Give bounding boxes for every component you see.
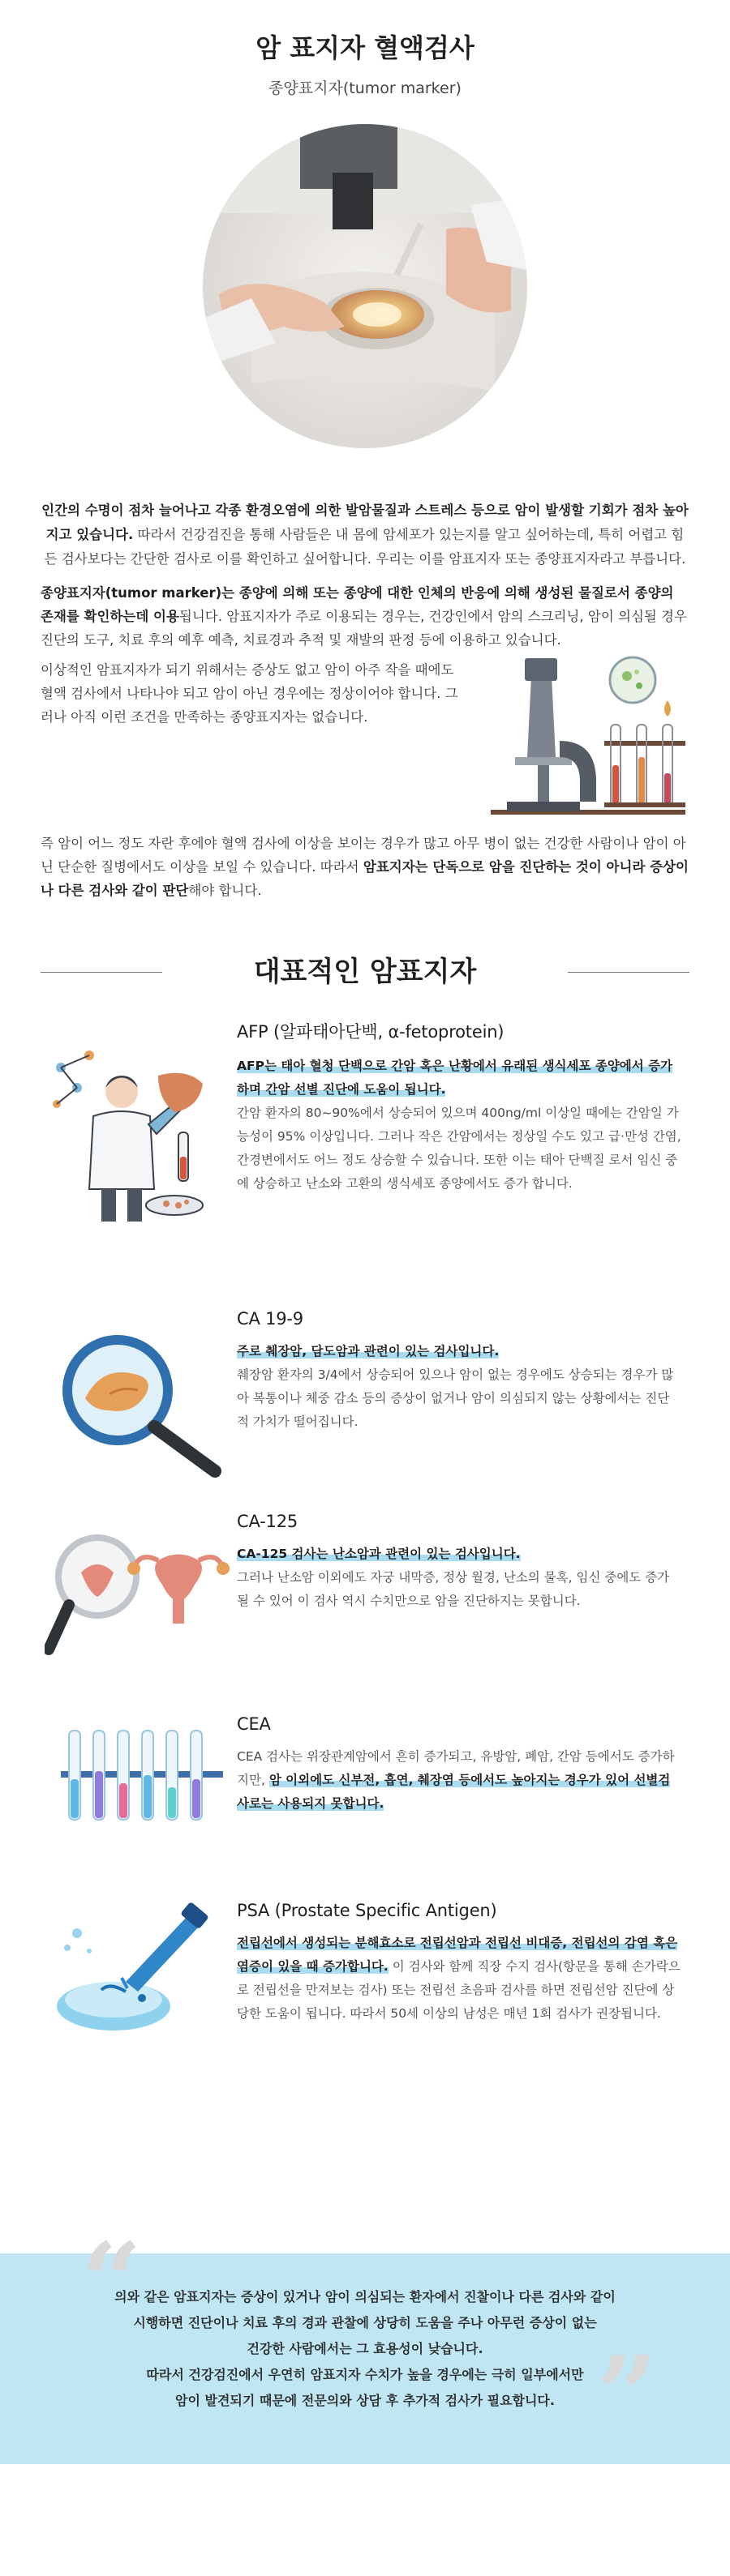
page-title: 암 표지자 혈액검사 (256, 32, 474, 63)
marker-ca199-body (237, 1309, 681, 1434)
marker-psa-highlight: 전립선에서 생성되는 분해효소로 전립선암과 전립선 비대증, 전립선의 감염 혹은 염증이 있을 때 증가합니다. (237, 1936, 678, 1974)
conclusion-text-pre: 즉 암이 어느 정도 자란 후에야 혈액 검사에 이상을 보이는 경우가 많고 아무 병이 없는 건강한 사람이나 암이 아닌 단순한 질병에서도 이상을 보일 수 있습니다. 따라서 (41, 836, 686, 875)
section-divider-left (41, 972, 162, 973)
hero-image-microscope (203, 124, 527, 448)
marker-cea-highlight: 암 이외에도 신부전, 흡연, 췌장염 등에서도 높아지는 경우가 있어 선별검사로는 사용되지 못합니다. (237, 1773, 671, 1811)
section-divider-right (568, 972, 689, 973)
intro-bold-text: 인간의 수명이 점차 늘어나고 각종 환경오염에 의한 발암물질과 스트레스 등으로 암이 발생할 기회가 점차 높아지고 있습니다. (41, 503, 689, 542)
definition-bold-text: 종양표지자(tumor marker)는 종양에 의해 또는 종양에 대한 인체의 반응에 의해 생성된 물질로서 종양의 존재를 확인하는데 이용 (41, 585, 674, 624)
marker-afp-title: AFP (알파태아단백, α-fetoprotein) (237, 1022, 505, 1042)
marker-cea-body (237, 1714, 681, 1816)
marker-ca125-text: 그러나 난소암 이외에도 자궁 내막증, 정상 월경, 난소의 물혹, 임신 중에도 증가될 수 있어 이 검사 역시 수치만으로 암을 진단하지는 못합니다. (237, 1570, 670, 1608)
quote-line: 시행하면 진단이나 치료 후의 경과 관찰에 상당히 도움을 주나 아무런 증상이 없는 (133, 2315, 597, 2330)
close-quote-icon: ” (596, 2333, 657, 2457)
test-tubes-icon (45, 1714, 231, 1839)
conclusion-bold-text: 암표지자는 단독으로 암을 진단하는 것이 아니라 증상이나 다른 검사와 같이 판단 (41, 859, 689, 898)
conclusion-text-post: 해야 합니다. (188, 883, 262, 898)
marker-ca125-highlight: CA-125 검사는 난소암과 관련이 있는 검사입니다. (237, 1547, 521, 1561)
marker-ca199-highlight: 주로 췌장암, 담도암과 관련이 있는 검사입니다. (237, 1344, 500, 1359)
marker-ca199-text: 췌장암 환자의 3/4에서 상승되어 있으나 암이 없는 경우에도 상승되는 경우가 많아 복통이나 체중 감소 등의 증상이 없거나 암이 의심되지 않는 상황에서는 진단적 가치가 떨어집니다. (237, 1367, 674, 1429)
magnifier-pancreas-icon (45, 1325, 231, 1483)
definition-paragraph (41, 581, 689, 652)
magnifier-uterus-icon (45, 1520, 231, 1661)
doctor-microscope-icon (45, 1043, 215, 1233)
conclusion-paragraph (41, 832, 689, 902)
ideal-marker-section (41, 658, 689, 825)
marker-afp-body (237, 1019, 681, 1196)
marker-psa-text: 이 검사와 함께 직장 수지 검사(항문을 통해 손가락으로 전립선을 만져보는 검사) 또는 전립선 초음파 검사를 하면 전립선암 진단에 상당한 도움이 됩니다. 따라서 50세 이상의 남성은 매년 1회 검사가 권장됩니다. (237, 1959, 681, 2021)
open-quote-icon: “ (81, 2219, 142, 2343)
marker-cea-title: CEA (237, 1714, 271, 1734)
marker-psa-title: PSA (Prostate Specific Antigen) (237, 1901, 497, 1920)
pipette-dish-icon (45, 1901, 231, 2050)
marker-ca125-title: CA-125 (237, 1512, 298, 1531)
section-title: 대표적인 암표지자 (253, 956, 477, 988)
lab-illustration (474, 644, 694, 825)
marker-ca199 (0, 1309, 730, 1512)
marker-psa-body (237, 1901, 681, 2026)
definition-text: 됩니다. 암표지자가 주로 이용되는 경우는, 건강인에서 암의 스크리닝, 암이 의심될 경우 진단의 도구, 치료 후의 예후 예측, 치료경과 추적 및 재발의 판정 등에 이용하고 있습니다. (41, 609, 687, 648)
marker-afp-highlight: AFP는 태아 혈청 단백으로 간암 혹은 난황에서 유래된 생식세포 종양에서 증가하며 간암 선별 진단에 도움이 됩니다. (237, 1059, 673, 1097)
marker-cea-text: CEA 검사는 위장관계암에서 흔히 증가되고, 유방암, 폐암, 간암 등에서도 증가하지만, (237, 1749, 675, 1787)
summary-quote-box (0, 2219, 730, 2464)
summary-quote-text (0, 2253, 730, 2414)
marker-afp-text: 간암 환자의 80~90%에서 상승되어 있으며 400ng/ml 이상일 때에는 간암일 가능성이 95% 이상입니다. 그러나 작은 간암에서는 정상일 수도 있고 급·만성 간염, 간경변에서도 어느 정도 상승할 수 있습니다. 또한 이는 태아 단백질 로서 임신 중에 상승하고 난소와 고환의 생식세포 종양에서도 증가 합니다. (237, 1106, 681, 1191)
intro-text: 따라서 건강검진을 통해 사람들은 내 몸에 암세포가 있는지를 알고 싶어하는데, 특히 어렵고 힘든 검사보다는 간단한 검사로 이를 확인하고 싶어합니다. 우리는 이를 암표지자 또는 종양표지자라고 부릅니다. (44, 527, 686, 567)
quote-line: 의와 같은 암표지자는 증상이 있거나 암이 의심되는 환자에서 진찰이나 다른 검사와 같이 (114, 2289, 616, 2304)
marker-afp (0, 1019, 730, 1286)
marker-ca199-title: CA 19-9 (237, 1309, 303, 1329)
ideal-marker-text: 이상적인 암표지자가 되기 위해서는 증상도 없고 암이 아주 작을 때에도 혈액 검사에서 나타나야 되고 암이 아닌 경우에는 정상이어야 합니다. 그러나 아직 이런 조건을 만족하는 종양표지자는 없습니다. (41, 662, 458, 725)
marker-ca125 (0, 1512, 730, 1714)
marker-psa (0, 1901, 730, 2087)
page-subtitle: 종양표지자(tumor marker) (268, 79, 462, 97)
marker-cea (0, 1714, 730, 1901)
quote-line: 암이 발견되기 때문에 전문의와 상담 후 추가적 검사가 필요합니다. (175, 2393, 555, 2408)
quote-line: 따라서 건강검진에서 우연히 암표지자 수치가 높을 경우에는 극히 일부에서만 (146, 2367, 584, 2382)
marker-ca125-body (237, 1512, 681, 1613)
intro-paragraph (41, 499, 689, 571)
section-header (0, 948, 730, 996)
quote-line: 건강한 사람에서는 그 효용성이 낮습니다. (247, 2341, 483, 2356)
